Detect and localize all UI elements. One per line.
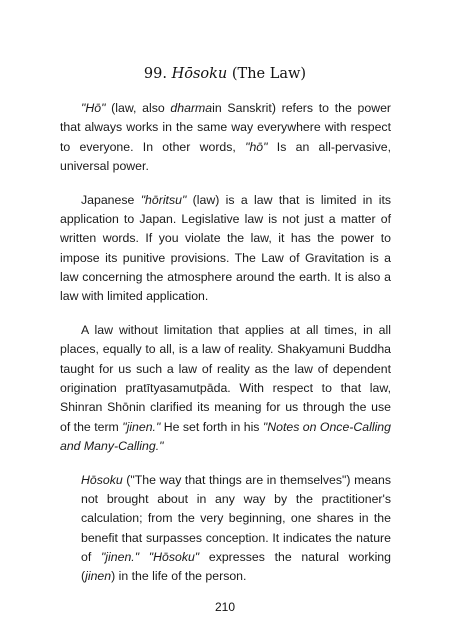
text-run: ) in the life of the person. bbox=[111, 569, 247, 584]
text-run: (law, also bbox=[105, 101, 171, 115]
text-run: Is an all-pervasive, universal power. bbox=[60, 139, 391, 173]
paragraph bbox=[60, 321, 391, 456]
italic-text: "hō" bbox=[245, 139, 268, 154]
text-run: in Sanskrit) refers to the power that always works in the same way everywhere with respect to everyone. In other words, bbox=[60, 101, 392, 154]
quotation bbox=[81, 471, 391, 587]
italic-text: "jinen." bbox=[100, 550, 140, 565]
italic-text: "Hōsoku" bbox=[148, 550, 200, 565]
paragraph bbox=[60, 99, 391, 176]
italic-text: "Notes on Once-Calling and Many-Calling." bbox=[60, 419, 391, 453]
italic-text: "jinen." bbox=[122, 419, 161, 434]
text-run: A law without limitation that applies at all times, in all places, equally to all, is a law of reality. Shakyamuni Buddha taught for us such a law of reality as the law of dependent origination pratītyasamutpāda. With respect to that law, Shinran Shōnin clarified its meaning for us through the use of the term bbox=[60, 323, 391, 434]
text-run: (law) is a law that is limited in its application to Japan. Legislative law is not just a matter of written words. If you violate the law, it has the power to impose its punitive provisions. The Law of Gravitation is a law concerning the atmosphere around the earth. It is also a law with limited application. bbox=[60, 192, 392, 304]
italic-text: "hōritsu" bbox=[140, 192, 187, 207]
text-run: Japanese bbox=[81, 192, 141, 207]
title-term: Hōsoku bbox=[171, 66, 228, 82]
text-run: He set forth in his bbox=[160, 419, 263, 434]
italic-text: "Hō" bbox=[81, 101, 106, 115]
paragraph bbox=[60, 191, 391, 307]
title-number: 99. bbox=[143, 66, 167, 82]
page-title bbox=[0, 66, 450, 82]
title-subtitle: (The Law) bbox=[231, 66, 307, 82]
text-run: expresses the natural working ( bbox=[81, 550, 391, 584]
italic-text: jinen bbox=[85, 569, 112, 584]
italic-text: dharma bbox=[170, 101, 213, 115]
italic-text: Hōsoku bbox=[81, 472, 123, 487]
text-run bbox=[139, 550, 149, 564]
body-text bbox=[60, 99, 391, 587]
page-number: 210 bbox=[214, 600, 236, 614]
text-run: ("The way that things are in themselves") means not brought about in any way by the practitioner's calculation; from the very beginning, one shares in the benefit that surpasses conception. It indicates the nature of bbox=[81, 472, 391, 565]
